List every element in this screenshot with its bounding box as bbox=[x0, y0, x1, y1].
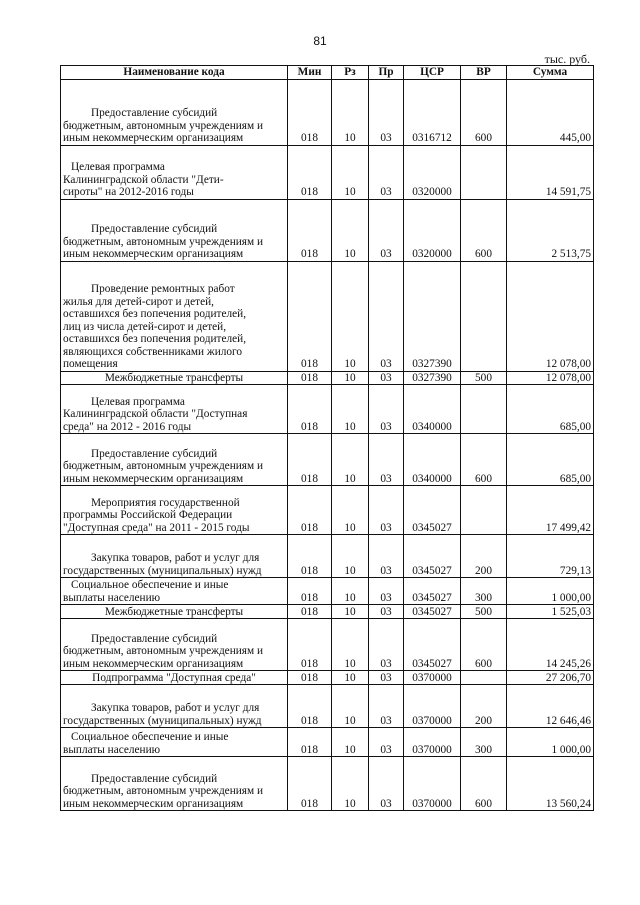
header-min: Мин bbox=[288, 66, 332, 80]
row-name-line: иным некоммерческим организациям bbox=[63, 248, 244, 260]
row-name-line: лиц из числа детей-сирот и детей, bbox=[63, 320, 227, 333]
row-csr: 0327390 bbox=[404, 371, 461, 385]
row-name-line: выплаты населению bbox=[63, 743, 161, 756]
row-name-line: "Доступная среда" на 2011 - 2015 годы bbox=[63, 521, 250, 534]
row-name-line: жилья для детей-сирот и детей, bbox=[63, 295, 215, 308]
table-row bbox=[61, 145, 594, 199]
row-csr: 0370000 bbox=[404, 685, 461, 728]
row-rz: 10 bbox=[332, 261, 369, 371]
row-pr: 03 bbox=[369, 535, 404, 578]
row-name-line: сироты" на 2012-2016 годы bbox=[63, 186, 194, 198]
row-name-line: бюджетным, автономным учреждениям и bbox=[63, 645, 264, 657]
row-name bbox=[61, 145, 288, 199]
table-row bbox=[61, 486, 594, 535]
row-name bbox=[61, 757, 288, 811]
row-rz: 10 bbox=[332, 385, 369, 434]
header-sum: Сумма bbox=[507, 66, 594, 80]
table-row bbox=[61, 578, 594, 605]
table-row bbox=[61, 79, 594, 145]
row-vr bbox=[461, 671, 507, 685]
row-vr: 600 bbox=[461, 619, 507, 671]
row-vr: 600 bbox=[461, 199, 507, 261]
row-name bbox=[61, 79, 288, 145]
row-sum: 12 078,00 bbox=[507, 261, 594, 371]
row-name bbox=[61, 728, 288, 757]
row-rz: 10 bbox=[332, 578, 369, 605]
row-sum: 1 000,00 bbox=[507, 578, 594, 605]
row-name bbox=[61, 605, 288, 619]
row-name-line: бюджетным, автономным учреждениям и bbox=[63, 235, 264, 248]
row-name bbox=[61, 199, 288, 261]
row-name bbox=[61, 486, 288, 535]
row-csr: 0316712 bbox=[404, 79, 461, 145]
table-header-row bbox=[61, 66, 594, 80]
row-csr: 0345027 bbox=[404, 486, 461, 535]
row-name-line: среда" на 2012 - 2016 годы bbox=[63, 420, 192, 433]
row-min: 018 bbox=[288, 671, 332, 685]
row-name-line: Калининградской области "Доступная bbox=[63, 408, 248, 420]
row-sum: 13 560,24 bbox=[507, 757, 594, 811]
row-min: 018 bbox=[288, 757, 332, 811]
row-sum: 445,00 bbox=[507, 79, 594, 145]
row-pr: 03 bbox=[369, 671, 404, 685]
row-name-line: Подпрограмма "Доступная среда" bbox=[92, 671, 256, 684]
row-name-line: Целевая программа bbox=[91, 395, 185, 408]
row-name-line: Социальное обеспечение и иные bbox=[71, 579, 229, 591]
row-name bbox=[61, 619, 288, 671]
row-name-line: Предоставление субсидий bbox=[91, 447, 218, 460]
row-rz: 10 bbox=[332, 145, 369, 199]
row-vr bbox=[461, 145, 507, 199]
table-row bbox=[61, 535, 594, 578]
row-min: 018 bbox=[288, 261, 332, 371]
row-min: 018 bbox=[288, 685, 332, 728]
row-name-line: выплаты населению bbox=[63, 591, 161, 604]
row-rz: 10 bbox=[332, 434, 369, 486]
row-rz: 10 bbox=[332, 671, 369, 685]
row-sum: 12 646,46 bbox=[507, 685, 594, 728]
row-rz: 10 bbox=[332, 685, 369, 728]
row-name-line: иным некоммерческим организациям bbox=[63, 657, 244, 670]
row-sum: 27 206,70 bbox=[507, 671, 594, 685]
header-rz: Рз bbox=[332, 66, 369, 80]
row-sum: 1 525,03 bbox=[507, 605, 594, 619]
row-name-line: бюджетным, автономным учреждениям и bbox=[63, 785, 264, 797]
row-rz: 10 bbox=[332, 371, 369, 385]
row-name-line: Межбюджетные трансферты bbox=[104, 605, 244, 618]
row-name-line: Закупка товаров, работ и услуг для bbox=[91, 702, 260, 714]
table-row bbox=[61, 434, 594, 486]
row-csr: 0340000 bbox=[404, 434, 461, 486]
row-name-line: иным некоммерческим организациям bbox=[63, 132, 244, 144]
page-number: 81 bbox=[313, 34, 327, 48]
row-sum: 14 245,26 bbox=[507, 619, 594, 671]
row-name bbox=[61, 371, 288, 385]
row-rz: 10 bbox=[332, 486, 369, 535]
row-vr: 600 bbox=[461, 757, 507, 811]
row-sum: 729,13 bbox=[507, 535, 594, 578]
row-min: 018 bbox=[288, 619, 332, 671]
row-min: 018 bbox=[288, 385, 332, 434]
row-rz: 10 bbox=[332, 728, 369, 757]
row-pr: 03 bbox=[369, 619, 404, 671]
table-row bbox=[61, 261, 594, 371]
row-min: 018 bbox=[288, 605, 332, 619]
row-vr: 600 bbox=[461, 79, 507, 145]
row-name-line: Калининградской области "Дети- bbox=[63, 173, 224, 186]
row-min: 018 bbox=[288, 535, 332, 578]
row-name-line: оставшихся без попечения родителей, bbox=[63, 308, 247, 320]
units-label: тыс. руб. bbox=[544, 52, 590, 66]
budget-table bbox=[60, 65, 594, 811]
table-row bbox=[61, 728, 594, 757]
row-vr: 300 bbox=[461, 578, 507, 605]
row-pr: 03 bbox=[369, 578, 404, 605]
row-name-line: Предоставление субсидий bbox=[91, 223, 218, 235]
header-name: Наименование кода bbox=[61, 66, 288, 80]
row-sum: 14 591,75 bbox=[507, 145, 594, 199]
row-csr: 0340000 bbox=[404, 385, 461, 434]
row-rz: 10 bbox=[332, 757, 369, 811]
row-vr: 500 bbox=[461, 371, 507, 385]
row-name-line: Предоставление субсидий bbox=[91, 632, 218, 645]
header-pr: Пр bbox=[369, 66, 404, 80]
row-sum: 17 499,42 bbox=[507, 486, 594, 535]
row-name-line: государственных (муниципальных) нужд bbox=[63, 564, 262, 577]
row-name-line: Предоставление субсидий bbox=[91, 772, 218, 785]
row-rz: 10 bbox=[332, 605, 369, 619]
table-row bbox=[61, 619, 594, 671]
row-name bbox=[61, 535, 288, 578]
row-pr: 03 bbox=[369, 434, 404, 486]
row-vr bbox=[461, 261, 507, 371]
row-name-line: иным некоммерческим организациям bbox=[63, 797, 244, 810]
table-row bbox=[61, 605, 594, 619]
row-name-line: государственных (муниципальных) нужд bbox=[63, 714, 262, 727]
row-name-line: Социальное обеспечение и иные bbox=[71, 731, 229, 743]
row-min: 018 bbox=[288, 199, 332, 261]
row-vr: 200 bbox=[461, 535, 507, 578]
row-pr: 03 bbox=[369, 757, 404, 811]
row-csr: 0345027 bbox=[404, 619, 461, 671]
row-name-line: Мероприятия государственной bbox=[91, 496, 240, 509]
row-min: 018 bbox=[288, 728, 332, 757]
row-pr: 03 bbox=[369, 486, 404, 535]
row-name-line: помещения bbox=[63, 358, 118, 370]
row-name-line: Предоставление субсидий bbox=[91, 107, 218, 119]
row-name-line: оставшихся без попечения родителей, bbox=[63, 333, 247, 345]
table-row bbox=[61, 671, 594, 685]
row-vr: 300 bbox=[461, 728, 507, 757]
row-sum: 2 513,75 bbox=[507, 199, 594, 261]
row-pr: 03 bbox=[369, 371, 404, 385]
row-name bbox=[61, 261, 288, 371]
table-row bbox=[61, 371, 594, 385]
row-rz: 10 bbox=[332, 79, 369, 145]
row-csr: 0370000 bbox=[404, 671, 461, 685]
row-sum: 12 078,00 bbox=[507, 371, 594, 385]
row-min: 018 bbox=[288, 434, 332, 486]
row-name-line: Целевая программа bbox=[71, 161, 165, 173]
row-name bbox=[61, 671, 288, 685]
row-min: 018 bbox=[288, 145, 332, 199]
row-name-line: Проведение ремонтных работ bbox=[91, 283, 235, 295]
header-vr: ВР bbox=[461, 66, 507, 80]
row-min: 018 bbox=[288, 578, 332, 605]
row-name bbox=[61, 385, 288, 434]
table-row bbox=[61, 385, 594, 434]
row-rz: 10 bbox=[332, 535, 369, 578]
row-pr: 03 bbox=[369, 605, 404, 619]
row-csr: 0345027 bbox=[404, 605, 461, 619]
row-name-line: иным некоммерческим организациям bbox=[63, 472, 244, 485]
row-name bbox=[61, 578, 288, 605]
row-min: 018 bbox=[288, 371, 332, 385]
row-vr bbox=[461, 385, 507, 434]
row-sum: 685,00 bbox=[507, 434, 594, 486]
row-min: 018 bbox=[288, 79, 332, 145]
row-name-line: бюджетным, автономным учреждениям и bbox=[63, 460, 264, 472]
row-name bbox=[61, 434, 288, 486]
row-min: 018 bbox=[288, 486, 332, 535]
row-csr: 0320000 bbox=[404, 145, 461, 199]
table-row bbox=[61, 685, 594, 728]
row-pr: 03 bbox=[369, 145, 404, 199]
row-vr: 500 bbox=[461, 605, 507, 619]
row-pr: 03 bbox=[369, 685, 404, 728]
row-name-line: Закупка товаров, работ и услуг для bbox=[91, 552, 260, 564]
row-name bbox=[61, 685, 288, 728]
row-vr: 200 bbox=[461, 685, 507, 728]
row-pr: 03 bbox=[369, 261, 404, 371]
row-name-line: являющихся собственниками жилого bbox=[63, 345, 243, 358]
row-rz: 10 bbox=[332, 619, 369, 671]
row-csr: 0327390 bbox=[404, 261, 461, 371]
row-pr: 03 bbox=[369, 79, 404, 145]
table-row bbox=[61, 199, 594, 261]
table-row bbox=[61, 757, 594, 811]
row-rz: 10 bbox=[332, 199, 369, 261]
row-csr: 0320000 bbox=[404, 199, 461, 261]
row-pr: 03 bbox=[369, 385, 404, 434]
row-sum: 685,00 bbox=[507, 385, 594, 434]
row-csr: 0370000 bbox=[404, 728, 461, 757]
row-csr: 0345027 bbox=[404, 578, 461, 605]
row-pr: 03 bbox=[369, 728, 404, 757]
row-vr bbox=[461, 486, 507, 535]
row-vr: 600 bbox=[461, 434, 507, 486]
row-name-line: программы Российской Федерации bbox=[63, 509, 233, 521]
row-csr: 0370000 bbox=[404, 757, 461, 811]
row-sum: 1 000,00 bbox=[507, 728, 594, 757]
row-name-line: Межбюджетные трансферты bbox=[104, 371, 244, 384]
row-csr: 0345027 bbox=[404, 535, 461, 578]
row-name-line: бюджетным, автономным учреждениям и bbox=[63, 119, 264, 132]
header-csr: ЦСР bbox=[404, 66, 461, 80]
row-pr: 03 bbox=[369, 199, 404, 261]
